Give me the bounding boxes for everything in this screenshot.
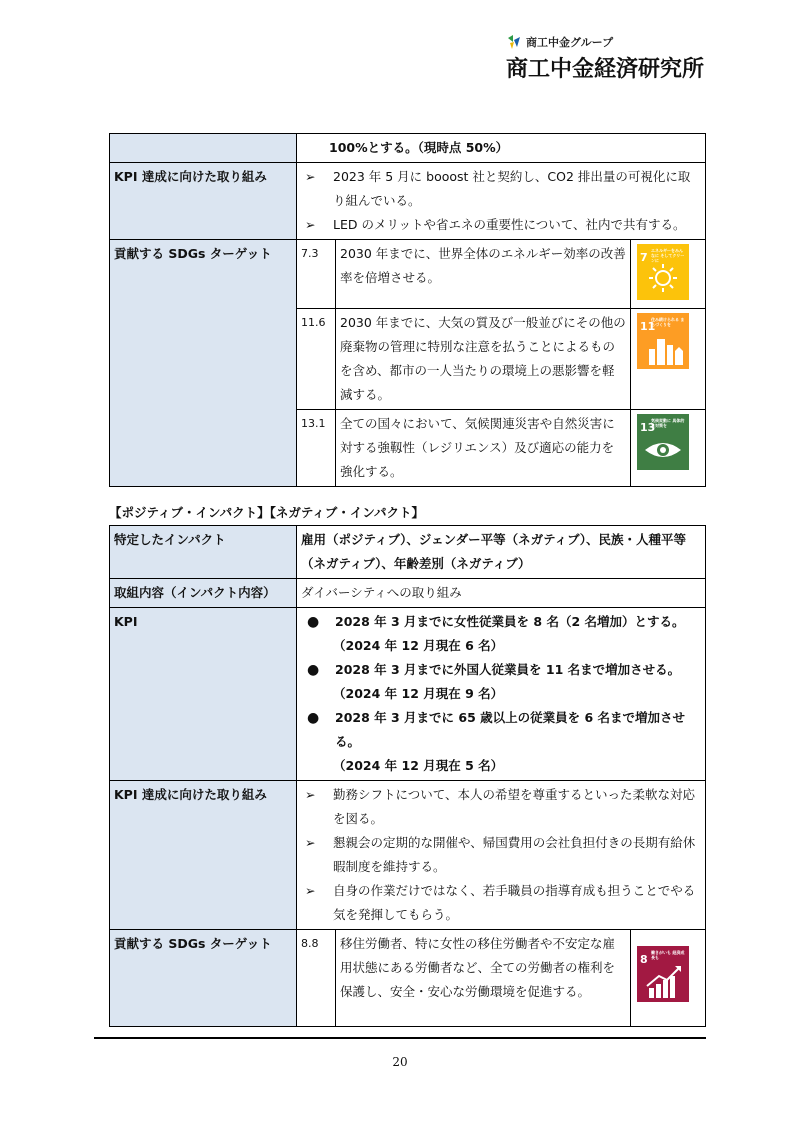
impact-value: 雇用（ポジティブ）、ジェンダー平等（ネガティブ）、民族・人種平等（ネガティブ）、年齢差別（ネガティブ） (297, 526, 706, 579)
sdgs-label: 貢献する SDGs ターゲット (110, 930, 297, 1027)
target-number: 7.3 (297, 240, 336, 308)
target-number: 11.6 (297, 308, 336, 409)
sdgs-cell (297, 930, 706, 1027)
target-description: 全ての国々において、気候関連災害や自然災害に対する強靱性（レジリエンス）及び適応の能力を強化する。 (336, 409, 631, 486)
kpi-label: KPI (110, 608, 297, 781)
sdgs-label: 貢献する SDGs ターゲット (110, 240, 297, 487)
sdg-target-row (297, 409, 705, 486)
footer-divider (94, 1037, 706, 1039)
sdgs-targets-table (297, 240, 705, 486)
kpi-status: （2024 年 12 月現在 6 名） (333, 638, 504, 653)
target-description: 移住労働者、特に女性の移住労働者や不安定な雇用状態にある労働者など、全ての労働者の権利を保護し、安全・安心な労働環境を促進する。 (336, 930, 631, 1026)
kpi-status: （2024 年 12 月現在 9 名） (333, 686, 504, 701)
kpi-actions-label: KPI 達成に向けた取り組み (110, 781, 297, 930)
content-value: ダイバーシティへの取り組み (297, 579, 706, 608)
arrow-bullet-icon: ➢ (305, 883, 316, 898)
sdgs-cell (297, 240, 706, 487)
page-number: 20 (392, 1055, 408, 1069)
target-description: 2030 年までに、世界全体のエネルギー効率の改善率を倍増させる。 (336, 240, 631, 308)
sdg-13-icon: 13 気候変動に 具体的な対策を (637, 414, 689, 470)
sdg-8-icon: 8 働きがいも 経済成長も (637, 946, 689, 1002)
diversity-impact-table (109, 525, 706, 1027)
action-item: ➢ 自身の作業だけではなく、若手職員の指導育成も担うことでやる気を発揮してもらう。 (301, 879, 701, 927)
kpi-actions-cell (297, 781, 706, 930)
action-item: ➢ LED のメリットや省エネの重要性について、社内で共有する。 (301, 213, 701, 237)
empty-label-cell (110, 134, 297, 163)
impact-label: 特定したインパクト (110, 526, 297, 579)
arrow-bullet-icon: ➢ (305, 787, 316, 802)
sdg-target-row (297, 240, 705, 308)
sdg-target-row (297, 930, 705, 1026)
group-name: 商工中金グループ (525, 36, 614, 49)
kpi-actions-cell (297, 163, 706, 240)
dot-bullet-icon: ● (307, 710, 320, 726)
sdgs-targets-table (297, 930, 705, 1026)
content-label: 取組内容（インパクト内容） (110, 579, 297, 608)
kpi-cell (297, 608, 706, 781)
kpi-actions-label: KPI 達成に向けた取り組み (110, 163, 297, 240)
section-title: 【ポジティブ・インパクト】【ネガティブ・インパクト】 (109, 505, 425, 520)
action-item: ➢ 2023 年 5 月に booost 社と契約し、CO2 排出量の可視化に取り組んでいる。 (301, 165, 701, 213)
kpi-item: ● 2028 年 3 月までに外国人従業員を 11 名まで増加させる。 (301, 658, 701, 682)
kpi-item: ● 2028 年 3 月までに女性従業員を 8 名（2 名増加）とする。 (301, 610, 701, 634)
institute-name: 商工中金経済研究所 (505, 57, 704, 82)
dot-bullet-icon: ● (307, 662, 320, 678)
environment-impact-table (109, 133, 706, 487)
group-logo-icon (506, 34, 522, 50)
logo-group-line (506, 34, 704, 50)
arrow-bullet-icon: ➢ (305, 169, 316, 184)
target-number: 8.8 (297, 930, 336, 1026)
action-item: ➢ 懇親会の定期的な開催や、帰国費用の会社負担付きの長期有給休暇制度を維持する。 (301, 831, 701, 879)
arrow-bullet-icon: ➢ (305, 835, 316, 850)
kpi-status: （2024 年 12 月現在 5 名） (333, 758, 504, 773)
kpi-continuation: 100%とする。（現時点 50%） (297, 134, 706, 163)
header-logo (506, 34, 704, 83)
sdg-7-icon: 7 エネルギーをみんなに そしてクリーンに (637, 244, 689, 300)
target-number: 13.1 (297, 409, 336, 486)
target-description: 2030 年までに、大気の質及び一般並びにその他の廃棄物の管理に特別な注意を払うことによるものを含め、都市の一人当たりの環境上の悪影響を軽減する。 (336, 308, 631, 409)
kpi-item: ● 2028 年 3 月までに 65 歳以上の従業員を 6 名まで増加させる。 (301, 706, 701, 754)
sdg-target-row (297, 308, 705, 409)
dot-bullet-icon: ● (307, 614, 320, 630)
action-item: ➢ 勤務シフトについて、本人の希望を尊重するといった柔軟な対応を図る。 (301, 783, 701, 831)
sdg-11-icon: 11 住み続けられる まちづくりを (637, 313, 689, 369)
arrow-bullet-icon: ➢ (305, 217, 316, 232)
